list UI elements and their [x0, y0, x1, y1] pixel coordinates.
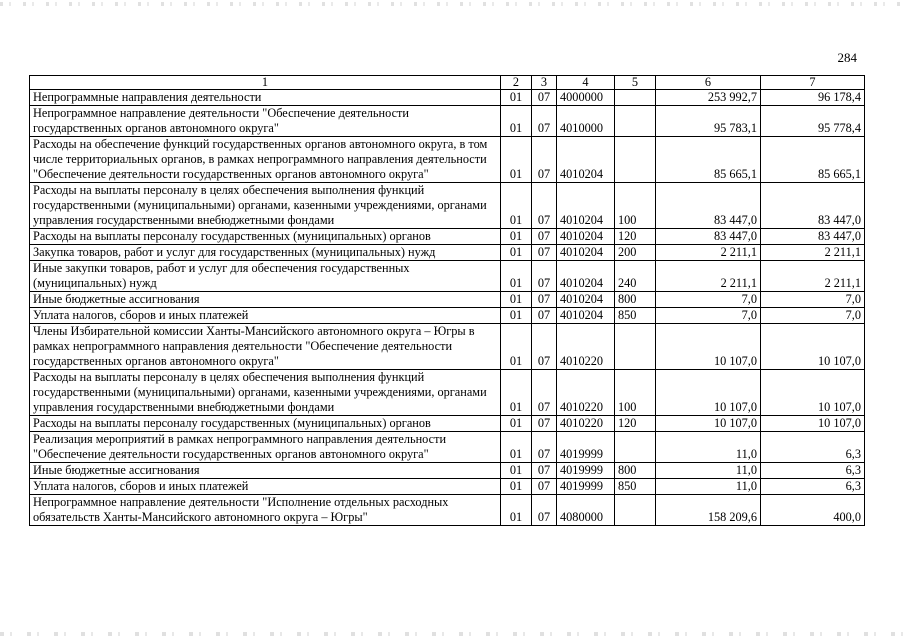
amount-plan: 11,0 [656, 432, 761, 463]
target-article-code: 4010204 [557, 308, 615, 324]
row-description: Уплата налогов, сборов и иных платежей [30, 308, 501, 324]
expense-type-code: 850 [615, 308, 656, 324]
row-description: Непрограммное направление деятельности "Исполнение отдельных расходных обязательств Ханты-Мансийского автономного округа – Югры" [30, 495, 501, 526]
table-row [30, 106, 865, 137]
table-row [30, 261, 865, 292]
section-code: 01 [501, 106, 532, 137]
table-row [30, 245, 865, 261]
amount-actual: 85 665,1 [761, 137, 865, 183]
row-description: Расходы на выплаты персоналу в целях обеспечения выполнения функций государственными (муниципальными) органами, казенными учреждениями, органами управления государственными внебюджетными фондами [30, 370, 501, 416]
table-row [30, 370, 865, 416]
section-code: 01 [501, 183, 532, 229]
table-row [30, 416, 865, 432]
subsection-code: 07 [532, 324, 557, 370]
row-description: Закупка товаров, работ и услуг для государственных (муниципальных) нужд [30, 245, 501, 261]
amount-actual: 400,0 [761, 495, 865, 526]
expense-type-code [615, 432, 656, 463]
section-code: 01 [501, 416, 532, 432]
amount-plan: 10 107,0 [656, 370, 761, 416]
amount-actual: 2 211,1 [761, 261, 865, 292]
target-article-code: 4019999 [557, 479, 615, 495]
row-description: Иные бюджетные ассигнования [30, 463, 501, 479]
subsection-code: 07 [532, 183, 557, 229]
amount-plan: 7,0 [656, 292, 761, 308]
amount-actual: 7,0 [761, 292, 865, 308]
amount-plan: 83 447,0 [656, 183, 761, 229]
column-header: 2 [501, 76, 532, 90]
target-article-code: 4010220 [557, 324, 615, 370]
row-description: Расходы на обеспечение функций государственных органов автономного округа, в том числе территориальных органов, в рамках непрограммного направления деятельности "Обеспечение деятельности государственных органов автономного округа" [30, 137, 501, 183]
amount-actual: 7,0 [761, 308, 865, 324]
subsection-code: 07 [532, 245, 557, 261]
subsection-code: 07 [532, 495, 557, 526]
scan-artifact-top [0, 2, 905, 6]
row-description: Иные закупки товаров, работ и услуг для обеспечения государственных (муниципальных) нужд [30, 261, 501, 292]
amount-actual: 83 447,0 [761, 183, 865, 229]
target-article-code: 4019999 [557, 463, 615, 479]
target-article-code: 4010204 [557, 229, 615, 245]
amount-plan: 2 211,1 [656, 261, 761, 292]
amount-actual: 6,3 [761, 432, 865, 463]
expense-type-code: 800 [615, 292, 656, 308]
amount-plan: 95 783,1 [656, 106, 761, 137]
table-row [30, 495, 865, 526]
column-header: 5 [615, 76, 656, 90]
amount-actual: 6,3 [761, 479, 865, 495]
amount-plan: 11,0 [656, 463, 761, 479]
amount-actual: 10 107,0 [761, 416, 865, 432]
subsection-code: 07 [532, 292, 557, 308]
amount-plan: 85 665,1 [656, 137, 761, 183]
page-number: 284 [837, 50, 857, 65]
table-row [30, 479, 865, 495]
table-row [30, 292, 865, 308]
subsection-code: 07 [532, 432, 557, 463]
amount-actual: 6,3 [761, 463, 865, 479]
amount-actual: 2 211,1 [761, 245, 865, 261]
amount-plan: 10 107,0 [656, 324, 761, 370]
table-row [30, 229, 865, 245]
table-header-row [30, 76, 865, 90]
table-row [30, 90, 865, 106]
table-row [30, 432, 865, 463]
target-article-code: 4010204 [557, 261, 615, 292]
target-article-code: 4010000 [557, 106, 615, 137]
column-header: 7 [761, 76, 865, 90]
subsection-code: 07 [532, 416, 557, 432]
amount-actual: 83 447,0 [761, 229, 865, 245]
target-article-code: 4010204 [557, 292, 615, 308]
section-code: 01 [501, 479, 532, 495]
section-code: 01 [501, 229, 532, 245]
subsection-code: 07 [532, 308, 557, 324]
table-row [30, 137, 865, 183]
amount-actual: 96 178,4 [761, 90, 865, 106]
subsection-code: 07 [532, 261, 557, 292]
column-header: 3 [532, 76, 557, 90]
amount-actual: 10 107,0 [761, 324, 865, 370]
expense-type-code: 240 [615, 261, 656, 292]
section-code: 01 [501, 261, 532, 292]
table-row [30, 183, 865, 229]
table-row [30, 463, 865, 479]
target-article-code: 4010204 [557, 245, 615, 261]
section-code: 01 [501, 90, 532, 106]
amount-plan: 253 992,7 [656, 90, 761, 106]
amount-plan: 158 209,6 [656, 495, 761, 526]
row-description: Непрограммное направление деятельности "Обеспечение деятельности государственных органов автономного округа" [30, 106, 501, 137]
expense-type-code [615, 495, 656, 526]
section-code: 01 [501, 137, 532, 183]
section-code: 01 [501, 495, 532, 526]
expense-type-code: 850 [615, 479, 656, 495]
expense-type-code: 100 [615, 370, 656, 416]
subsection-code: 07 [532, 370, 557, 416]
expense-type-code: 800 [615, 463, 656, 479]
section-code: 01 [501, 308, 532, 324]
section-code: 01 [501, 432, 532, 463]
subsection-code: 07 [532, 463, 557, 479]
row-description: Иные бюджетные ассигнования [30, 292, 501, 308]
row-description: Расходы на выплаты персоналу государственных (муниципальных) органов [30, 229, 501, 245]
table-row [30, 308, 865, 324]
target-article-code: 4000000 [557, 90, 615, 106]
expense-type-code [615, 137, 656, 183]
row-description: Реализация мероприятий в рамках непрограммного направления деятельности "Обеспечение деятельности государственных органов автономного округа" [30, 432, 501, 463]
subsection-code: 07 [532, 137, 557, 183]
expense-type-code: 120 [615, 229, 656, 245]
section-code: 01 [501, 463, 532, 479]
amount-plan: 83 447,0 [656, 229, 761, 245]
section-code: 01 [501, 292, 532, 308]
budget-table [29, 75, 865, 526]
amount-plan: 10 107,0 [656, 416, 761, 432]
subsection-code: 07 [532, 90, 557, 106]
section-code: 01 [501, 370, 532, 416]
expense-type-code: 100 [615, 183, 656, 229]
target-article-code: 4010204 [557, 137, 615, 183]
subsection-code: 07 [532, 479, 557, 495]
amount-plan: 11,0 [656, 479, 761, 495]
section-code: 01 [501, 324, 532, 370]
row-description: Расходы на выплаты персоналу в целях обеспечения выполнения функций государственными (муниципальными) органами, казенными учреждениями, органами управления государственными внебюджетными фондами [30, 183, 501, 229]
column-header: 4 [557, 76, 615, 90]
amount-plan: 2 211,1 [656, 245, 761, 261]
table-row [30, 324, 865, 370]
expense-type-code: 120 [615, 416, 656, 432]
scan-artifact-bottom [0, 632, 905, 636]
section-code: 01 [501, 245, 532, 261]
amount-plan: 7,0 [656, 308, 761, 324]
subsection-code: 07 [532, 106, 557, 137]
column-header: 6 [656, 76, 761, 90]
expense-type-code [615, 90, 656, 106]
row-description: Уплата налогов, сборов и иных платежей [30, 479, 501, 495]
row-description: Расходы на выплаты персоналу государственных (муниципальных) органов [30, 416, 501, 432]
row-description: Члены Избирательной комиссии Ханты-Мансийского автономного округа – Югры в рамках непрограммного направления деятельности "Обеспечение деятельности государственных органов автономного округа" [30, 324, 501, 370]
target-article-code: 4010204 [557, 183, 615, 229]
target-article-code: 4010220 [557, 370, 615, 416]
target-article-code: 4080000 [557, 495, 615, 526]
amount-actual: 95 778,4 [761, 106, 865, 137]
amount-actual: 10 107,0 [761, 370, 865, 416]
target-article-code: 4010220 [557, 416, 615, 432]
expense-type-code [615, 324, 656, 370]
expense-type-code: 200 [615, 245, 656, 261]
column-header: 1 [30, 76, 501, 90]
row-description: Непрограммные направления деятельности [30, 90, 501, 106]
expense-type-code [615, 106, 656, 137]
target-article-code: 4019999 [557, 432, 615, 463]
subsection-code: 07 [532, 229, 557, 245]
